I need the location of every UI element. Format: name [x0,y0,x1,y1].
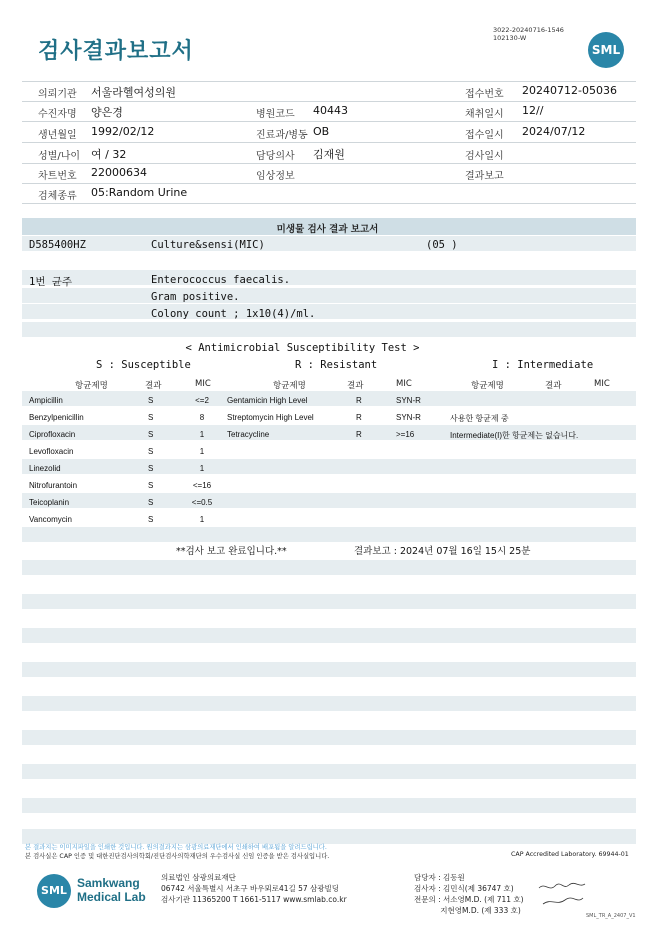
header-label: 생년월일 [38,130,77,141]
header-label: 성별/나이 [38,151,81,162]
header-label: 검사일시 [465,151,504,162]
drug-mic: <=0.5 [191,498,213,507]
column-header: MIC [195,379,211,389]
drug-result: S [148,481,154,490]
drug-name: Nitrofurantoin [29,481,78,490]
ast-legend-item: I : Intermediate [492,359,594,371]
drug-mic: 8 [199,413,205,422]
drug-result: R [356,413,362,422]
column-header: 항균제명 [75,381,108,391]
row-stripe [22,764,636,779]
row-stripe [22,628,636,643]
staff-line: 담당자 : 김동원 [414,873,465,882]
column-header: 결과 [145,381,162,391]
sml-logo: SML [588,32,624,68]
row-stripe [22,662,636,677]
header-label: 수진자명 [38,109,77,120]
section-title: 미생물 검사 결과 보고서 [276,224,379,235]
header-value: 20240712-05036 [522,84,617,97]
row-stripe [22,322,636,337]
row-stripe [22,288,636,303]
drug-result: S [148,396,154,405]
drug-mic: <=16 [192,481,212,490]
header-row-divider [22,121,636,122]
drug-mic: SYN-R [396,413,421,422]
drug-result: S [148,464,154,473]
drug-mic: 1 [199,447,205,456]
cap-accreditation: CAP Accredited Laboratory. 69944-01 [511,851,629,858]
header-value: 12// [522,104,544,117]
header-row-divider [22,203,636,204]
drug-result: S [148,515,154,524]
drug-mic: SYN-R [396,396,421,405]
report-time: 결과보고 : 2024년 07월 16일 15시 25분 [354,546,531,557]
form-version: SML_TR_A_2407_V1 [586,913,636,919]
header-label: 의뢰기관 [38,89,77,100]
organism-line: Gram positive. [151,291,240,303]
row-stripe [22,391,636,406]
test-number: (05 ) [426,239,458,251]
drug-name: Ciprofloxacin [29,430,76,439]
sml-logo-footer: SML [37,874,71,908]
column-header: 결과 [545,381,562,391]
header-top-border [22,81,636,82]
org-line: 06742 서울특별시 서초구 바우뫼로41길 57 삼광빌딩 [161,884,340,893]
row-stripe [22,236,636,251]
brand-line-1: Samkwang [77,876,140,890]
header-value: 김재원 [313,148,345,161]
row-stripe [22,459,636,474]
row-stripe [22,493,636,508]
column-header: MIC [594,379,610,389]
test-name: Culture&sensi(MIC) [151,239,265,251]
column-header: 결과 [347,381,364,391]
column-header: 항균제명 [471,381,504,391]
test-code: D585400HZ [29,239,86,251]
header-value: 40443 [313,104,348,117]
row-stripe [22,527,636,542]
header-label: 접수번호 [465,89,504,100]
row-stripe [22,560,636,575]
header-label: 채취일시 [465,109,504,120]
drug-name: Streptomycin High Level [227,413,314,422]
org-line: 검사기관 11365200 T 1661-5117 www.smlab.co.kr [161,895,347,904]
drug-name: Benzylpenicillin [29,413,84,422]
drug-mic: 1 [199,515,205,524]
header-value: 서울라헬여성의원 [91,86,177,99]
signature-image [537,880,597,910]
organism-line: Enterococcus faecalis. [151,274,291,286]
header-value: 05:Random Urine [91,186,188,199]
header-row-divider [22,101,636,102]
org-line: 의료법인 삼광의료재단 [161,873,236,882]
page-title: 검사결과보고서 [38,39,194,64]
column-header: 항균제명 [273,381,306,391]
header-value: 2024/07/12 [522,125,586,138]
ast-legend-item: R : Resistant [295,359,378,371]
header-label: 담당의사 [256,151,295,162]
row-stripe [22,270,636,285]
header-value: 여 / 32 [91,148,127,161]
report-code-1: 3022-20240716-1546 [493,26,564,34]
header-label: 결과보고 [465,171,504,182]
drug-mic: >=16 [396,430,415,439]
report-code-2: 102130-W [493,34,527,42]
header-value: 양은경 [91,106,123,119]
header-label: 차트번호 [38,171,77,182]
drug-name: Ampicillin [29,396,63,405]
drug-result: S [148,413,154,422]
row-stripe [22,304,636,319]
header-label: 진료과/병동 [256,130,308,141]
row-stripe [22,798,636,813]
drug-name: Teicoplanin [29,498,70,507]
header-label: 접수일시 [465,130,504,141]
header-label: 임상정보 [256,171,295,182]
header-row-divider [22,183,636,184]
drug-result: S [148,430,154,439]
staff-line: 지현영M.D. (제 333 호) [414,906,521,915]
header-value: 22000634 [91,166,147,179]
drug-mic: 1 [199,464,205,473]
drug-mic: <=2 [195,396,209,405]
drug-name: Levofloxacin [29,447,74,456]
column-header: MIC [396,379,412,389]
ast-legend-item: S : Susceptible [96,359,191,371]
row-stripe [22,730,636,745]
header-row-divider [22,142,636,143]
staff-line: 전문의 : 서소영M.D. (제 711 호) [414,895,524,904]
report-complete: **검사 보고 완료입니다.** [176,546,287,557]
header-value: 1992/02/12 [91,125,155,138]
footer-notice: 본 결과지는 이미지파일을 인쇄한 것입니다. 원의결과지는 삼광의료재단에서 인쇄하여 배포됨을 알려드립니다. [25,844,327,851]
drug-name: Gentamicin High Level [227,396,308,405]
drug-name: Vancomycin [29,515,72,524]
row-stripe [22,594,636,609]
ast-title: < Antimicrobial Susceptibility Test > [185,342,420,354]
staff-line: 검사자 : 김민식(제 36747 호) [414,884,514,893]
drug-result: R [356,396,362,405]
header-row-divider [22,163,636,164]
header-label: 검체종류 [38,191,77,202]
drug-mic: 1 [199,430,205,439]
drug-result: S [148,447,154,456]
drug-result: R [356,430,362,439]
header-label: 병원코드 [256,109,295,120]
drug-name: Tetracycline [227,430,270,439]
brand-line-2: Medical Lab [77,890,146,904]
header-value: OB [313,125,330,138]
drug-result: S [148,498,154,507]
organism-line: Colony count ; 1x10(4)/ml. [151,308,316,320]
row-stripe [22,696,636,711]
ast-note: Intermediate(I)한 항균제는 없습니다. [450,431,579,440]
ast-note: 사용한 항균제 중 [450,414,509,423]
drug-name: Linezolid [29,464,61,473]
organism-label: 1번 균주 [29,276,73,288]
footer-certification: 본 검사실은 CAP 인증 및 대한진단검사의학회/진단검사의학재단의 우수검사실 신임 인증을 받은 검사실입니다. [25,853,330,860]
